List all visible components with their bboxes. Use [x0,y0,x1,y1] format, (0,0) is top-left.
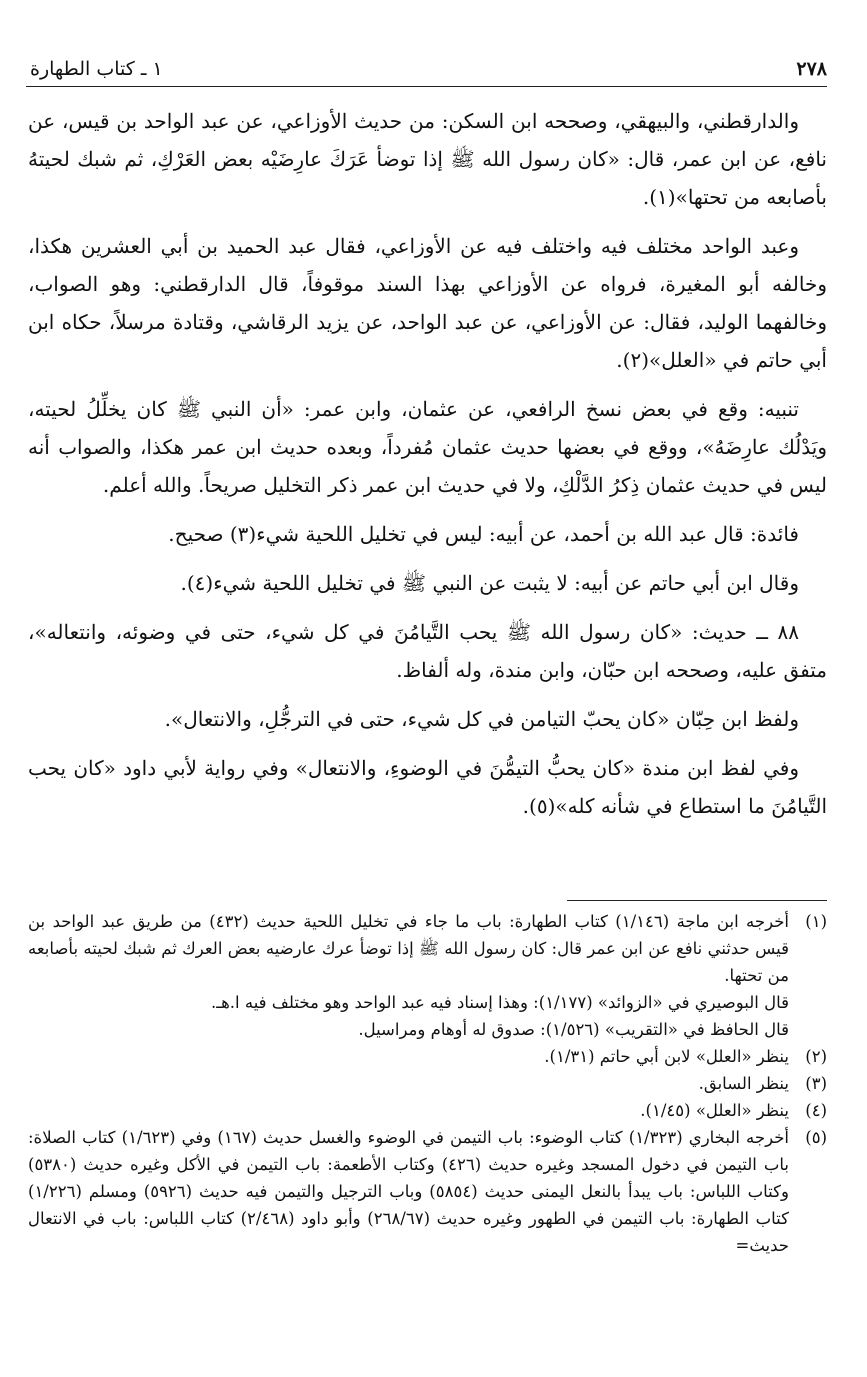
header-rule [26,86,827,87]
footnote-text: أخرجه ابن ماجة (١/١٤٦) كتاب الطهارة: باب ما جاء في تخليل اللحية حديث (٤٣٢) من طريق عبد الواحد بن قيس حدثني نافع عن ابن عمر قال: كان رسول الله ﷺ إذا توضأ عرك عارضيه بعض العرك ثم شبك لحيته بأصابعه من تحتها. [28,912,789,985]
paragraph: تنبيه: وقع في بعض نسخ الرافعي، عن عثمان، وابن عمر: «أن النبي ﷺ كان يخلِّلُ لحيته، ويَدْلُك عارِضَهُ»، ووقع في بعضها حديث عثمان مُفرداً، وبعده حديث ابن عمر هكذا، والصواب أنه ليس في حديث عثمان ذِكرُ الدَّلْكِ، ولا في حديث ابن عمر ذكر التخليل صريحاً. والله أعلم. [28,397,827,497]
paragraph: وقال ابن أبي حاتم عن أبيه: لا يثبت عن النبي ﷺ في تخليل اللحية شيء(٤). [180,571,799,595]
footnote-text: أخرجه البخاري (١/٣٢٣) كتاب الوضوء: باب التيمن في الوضوء والغسل حديث (١٦٧) وفي (١/٦٢٣) كتاب الصلاة: باب التيمن في دخول المسجد وغيره حديث (٤٢٦) وكتاب الأطعمة: باب التيمن في الأكل وغيره حديث (٥٣٨٠) وكتاب اللباس: باب يبدأ بالنعل اليمنى حديث (٥٨٥٤) وباب الترجيل والتيمن فيه حديث (٥٩٢٦) ومسلم (١/٢٢٦) كتاب الطهارة: باب التيمن في الطهور وغيره حديث (٢٦٨/٦٧) وأبو داود (٢/٤٦٨) كتاب اللباس: باب في الانتعال حديث= [28,1128,790,1255]
footnote-separator [567,900,827,901]
paragraph: ولفظ ابن حِبّان «كان يحبّ التيامن في كل شيء، حتى في الترجُّلِ، والانتعال». [164,707,799,731]
main-text [28,102,827,836]
footnote [28,1043,827,1070]
footnote [28,1097,827,1124]
footnote-text: ينظر «العلل» (١/٤٥). [640,1101,789,1120]
footnote-text: ينظر «العلل» لابن أبي حاتم (١/٣١). [544,1047,789,1066]
book-title: ١ ـ كتاب الطهارة [30,58,163,80]
page-number: ٢٧٨ [796,58,827,80]
paragraph: ٨٨ ــ حديث: «كان رسول الله ﷺ يحب التَّيامُنَ في كل شيء، حتى في وضوئه، وانتعاله»، متفق عليه، وصححه ابن حبّان، وابن مندة، وله ألفاظ. [28,620,827,682]
paragraph: وفي لفظ ابن مندة «كان يحبُّ التيمُّنَ في الوضوءِ، والانتعال» وفي رواية لأبي داود «كان يحب التَّيامُنَ ما استطاع في شأنه كله»(٥). [28,756,827,818]
footnote-number: (٥) [805,1128,827,1147]
footnote-number: (١) [805,912,827,931]
footnote-text: قال الحافظ في «التقريب» (١/٥٢٦): صدوق له أوهام ومراسيل. [358,1020,789,1039]
paragraph: وعبد الواحد مختلف فيه واختلف فيه عن الأوزاعي، فقال عبد الحميد بن أبي العشرين هكذا، وخالفه أبو المغيرة، فرواه عن الأوزاعي بهذا السند موقوفاً، قال الدارقطني: وهو الصواب، وخالفهما الوليد، فقال: عن الأوزاعي، عن عبد الواحد، عن يزيد الرقاشي، وقتادة مرسلاً، حكاه ابن أبي حاتم في «العلل»(٢). [28,234,827,372]
page-header [30,54,827,84]
footnotes [28,908,827,1259]
paragraph: والدارقطني، والبيهقي، وصححه ابن السكن: من حديث الأوزاعي، عن عبد الواحد بن قيس، عن نافع، عن ابن عمر، قال: «كان رسول الله ﷺ إذا توضأ عَرَكَ عارِضَيْه بعض العَرْكِ، ثم شبك لحيتهُ بأصابعه من تحتها»(١). [28,109,827,209]
footnote-number: (٢) [805,1047,827,1066]
footnote [28,1070,827,1097]
footnote [28,1124,827,1259]
footnote-text: ينظر السابق. [698,1074,789,1093]
footnote-text: قال البوصيري في «الزوائد» (١/١٧٧): وهذا إسناد فيه عبد الواحد وهو مختلف فيه ا.هـ. [211,993,789,1012]
footnote-number: (٤) [805,1101,827,1120]
footnote-number: (٣) [805,1074,827,1093]
footnote [28,908,827,1043]
paragraph: فائدة: قال عبد الله بن أحمد، عن أبيه: ليس في تخليل اللحية شيء(٣) صحيح. [168,522,799,546]
